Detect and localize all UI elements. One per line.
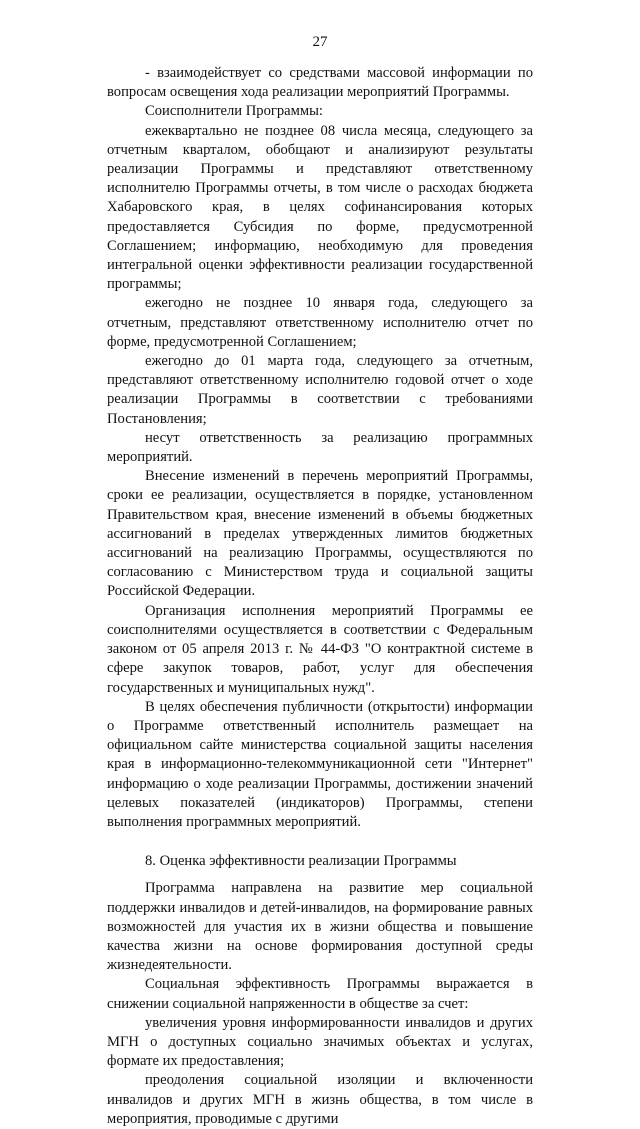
paragraph-responsibility: несут ответственность за реализацию программных мероприятий. <box>107 429 533 466</box>
page-number: 27 <box>312 34 328 50</box>
paragraph-awareness: увеличения уровня информированности инвалидов и других МГН о доступных социально значимых объектах и услугах, формате их предоставления; <box>107 1014 533 1070</box>
paragraph-quarterly-reports: ежеквартально не позднее 08 числа месяца, следующего за отчетным кварталом, обобщают и анализируют результаты реализации Программы и представляют ответственному исполнителю Программы отчеты, в том числе о расходах бюджета Хабаровского края, в целях софинансирования которых предоставляется Субсидия по форме, предусмотренной Соглашением; информацию, необходимую для проведения интегральной оценки эффективности реализации государственной программы; <box>107 122 533 293</box>
paragraph-program-aim: Программа направлена на развитие мер социальной поддержки инвалидов и детей-инвалидов, на формирование равных возможностей для участия их в жизни общества и повышение качества жизни на основе формирования доступной среды жизнедеятельности. <box>107 880 533 974</box>
paragraph-media-interaction: - взаимодействует со средствами массовой информации по вопросам освещения хода реализации мероприятий Программы. <box>107 65 533 101</box>
paragraph-march-report: ежегодно до 01 марта года, следующего за отчетным, представляют ответственному исполнителю годовой отчет о ходе реализации Программы в соответствии с требованиями Постановления; <box>107 353 533 427</box>
paragraph-isolation: преодоления социальной изоляции и включенности инвалидов и других МГН в жизнь общества, в том числе в мероприятия, проводимые с другими <box>107 1072 533 1127</box>
document-body <box>107 64 533 1129</box>
paragraph-social-efficiency: Социальная эффективность Программы выражается в снижении социальной напряженности в обществе за счет: <box>107 976 533 1012</box>
paragraph-federal-law: Организация исполнения мероприятий Программы ее соисполнителями осуществляется в соответствии с Федеральным законом от 05 апреля 2013 г. № 44-ФЗ "О контрактной системе в сфере закупок товаров, работ, услуг для обеспечения государственных и муниципальных нужд". <box>107 602 533 696</box>
paragraph-january-report: ежегодно не позднее 10 января года, следующего за отчетным, представляют ответственному исполнителю отчет по форме, предусмотренной Соглашением; <box>107 295 533 350</box>
paragraph-coexecutors-heading: Соисполнители Программы: <box>145 103 323 120</box>
section-heading: 8. Оценка эффективности реализации Программы <box>145 853 457 870</box>
paragraph-changes-procedure: Внесение изменений в перечень мероприятий Программы, сроки ее реализации, осуществляется в порядке, установленном Правительством края, внесение изменений в объемы бюджетных ассигнований в пределах утвержденных лимитов бюджетных ассигнований на реализацию Программы, осуществляются по согласованию с Министерством труда и социальной защиты Российской Федерации. <box>107 468 533 600</box>
paragraph-publicity: В целях обеспечения публичности (открытости) информации о Программе ответственный исполнитель размещает на официальном сайте министерства социальной защиты населения края в информационно-телекоммуникационной сети "Интернет" информацию о ходе реализации Программы, достижении значений целевых показателей (индикаторов) Программы, степени выполнения программных мероприятий. <box>107 698 533 830</box>
